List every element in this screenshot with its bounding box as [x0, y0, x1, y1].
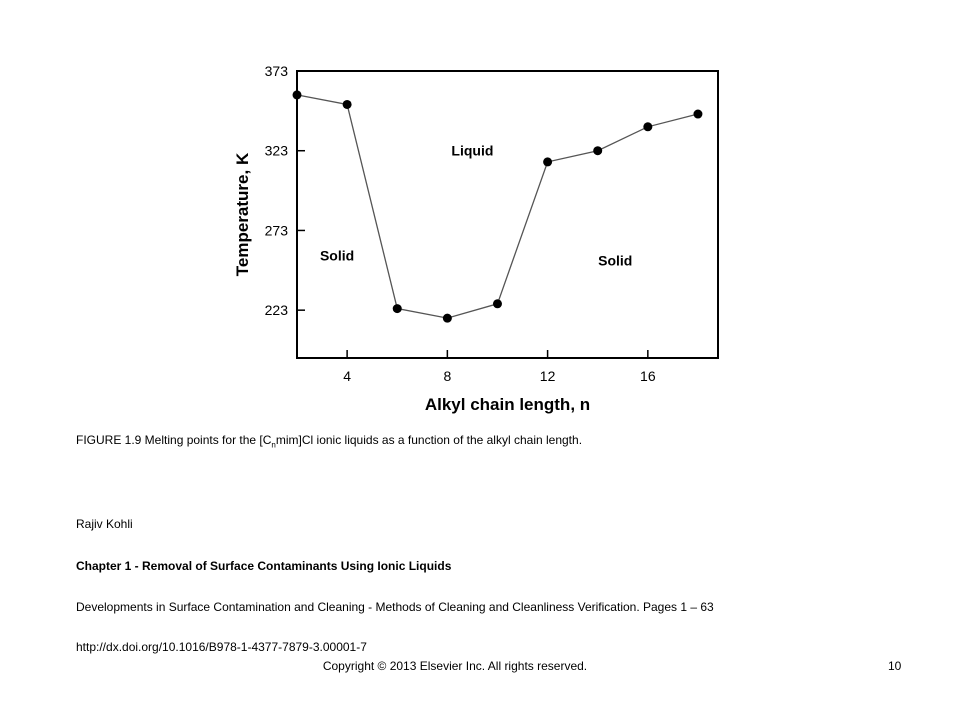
data-point [443, 314, 452, 323]
figure-caption [76, 433, 582, 449]
data-point [593, 146, 602, 155]
caption-suffix: mim]Cl ionic liquids as a function of the alkyl chain length. [275, 433, 583, 447]
x-tick-label: 4 [343, 368, 352, 384]
x-tick-label: 8 [443, 368, 452, 384]
doi-link[interactable]: http://dx.doi.org/10.1016/B978-1-4377-7879-3.00001-7 [76, 640, 367, 654]
data-point [693, 110, 702, 119]
caption-subscript: n [271, 440, 276, 450]
data-point [293, 90, 302, 99]
y-tick-label: 273 [264, 222, 288, 239]
copyright-notice: Copyright © 2013 Elsevier Inc. All rights reserved. [322, 659, 588, 673]
y-tick-label: 223 [264, 302, 288, 319]
region-label-solid: Solid [598, 252, 633, 269]
y-tick-label: 373 [264, 63, 288, 79]
data-point [543, 157, 552, 166]
caption-prefix: FIGURE 1.9 Melting points for the [C [76, 433, 272, 447]
x-tick-label: 12 [539, 368, 556, 384]
page-number: 10 [888, 659, 902, 673]
x-axis-label: Alkyl chain length, n [424, 395, 591, 414]
plot-frame [297, 71, 718, 358]
author-name: Rajiv Kohli [76, 517, 133, 531]
series-line [297, 95, 698, 318]
region-label-liquid: Liquid [451, 142, 494, 159]
y-tick-label: 323 [264, 142, 288, 159]
data-point [343, 100, 352, 109]
region-label-solid: Solid [319, 247, 355, 264]
x-tick-label: 16 [640, 368, 656, 384]
y-axis-label: Temperature, K [233, 152, 252, 277]
data-point [393, 304, 402, 313]
data-point [493, 299, 502, 308]
source-citation: Developments in Surface Contamination and Cleaning - Methods of Cleaning and Cleanliness Verification. Pages 1 – 63 [76, 600, 714, 614]
data-point [643, 122, 652, 131]
chapter-title: Chapter 1 - Removal of Surface Contaminants Using Ionic Liquids [76, 559, 452, 573]
